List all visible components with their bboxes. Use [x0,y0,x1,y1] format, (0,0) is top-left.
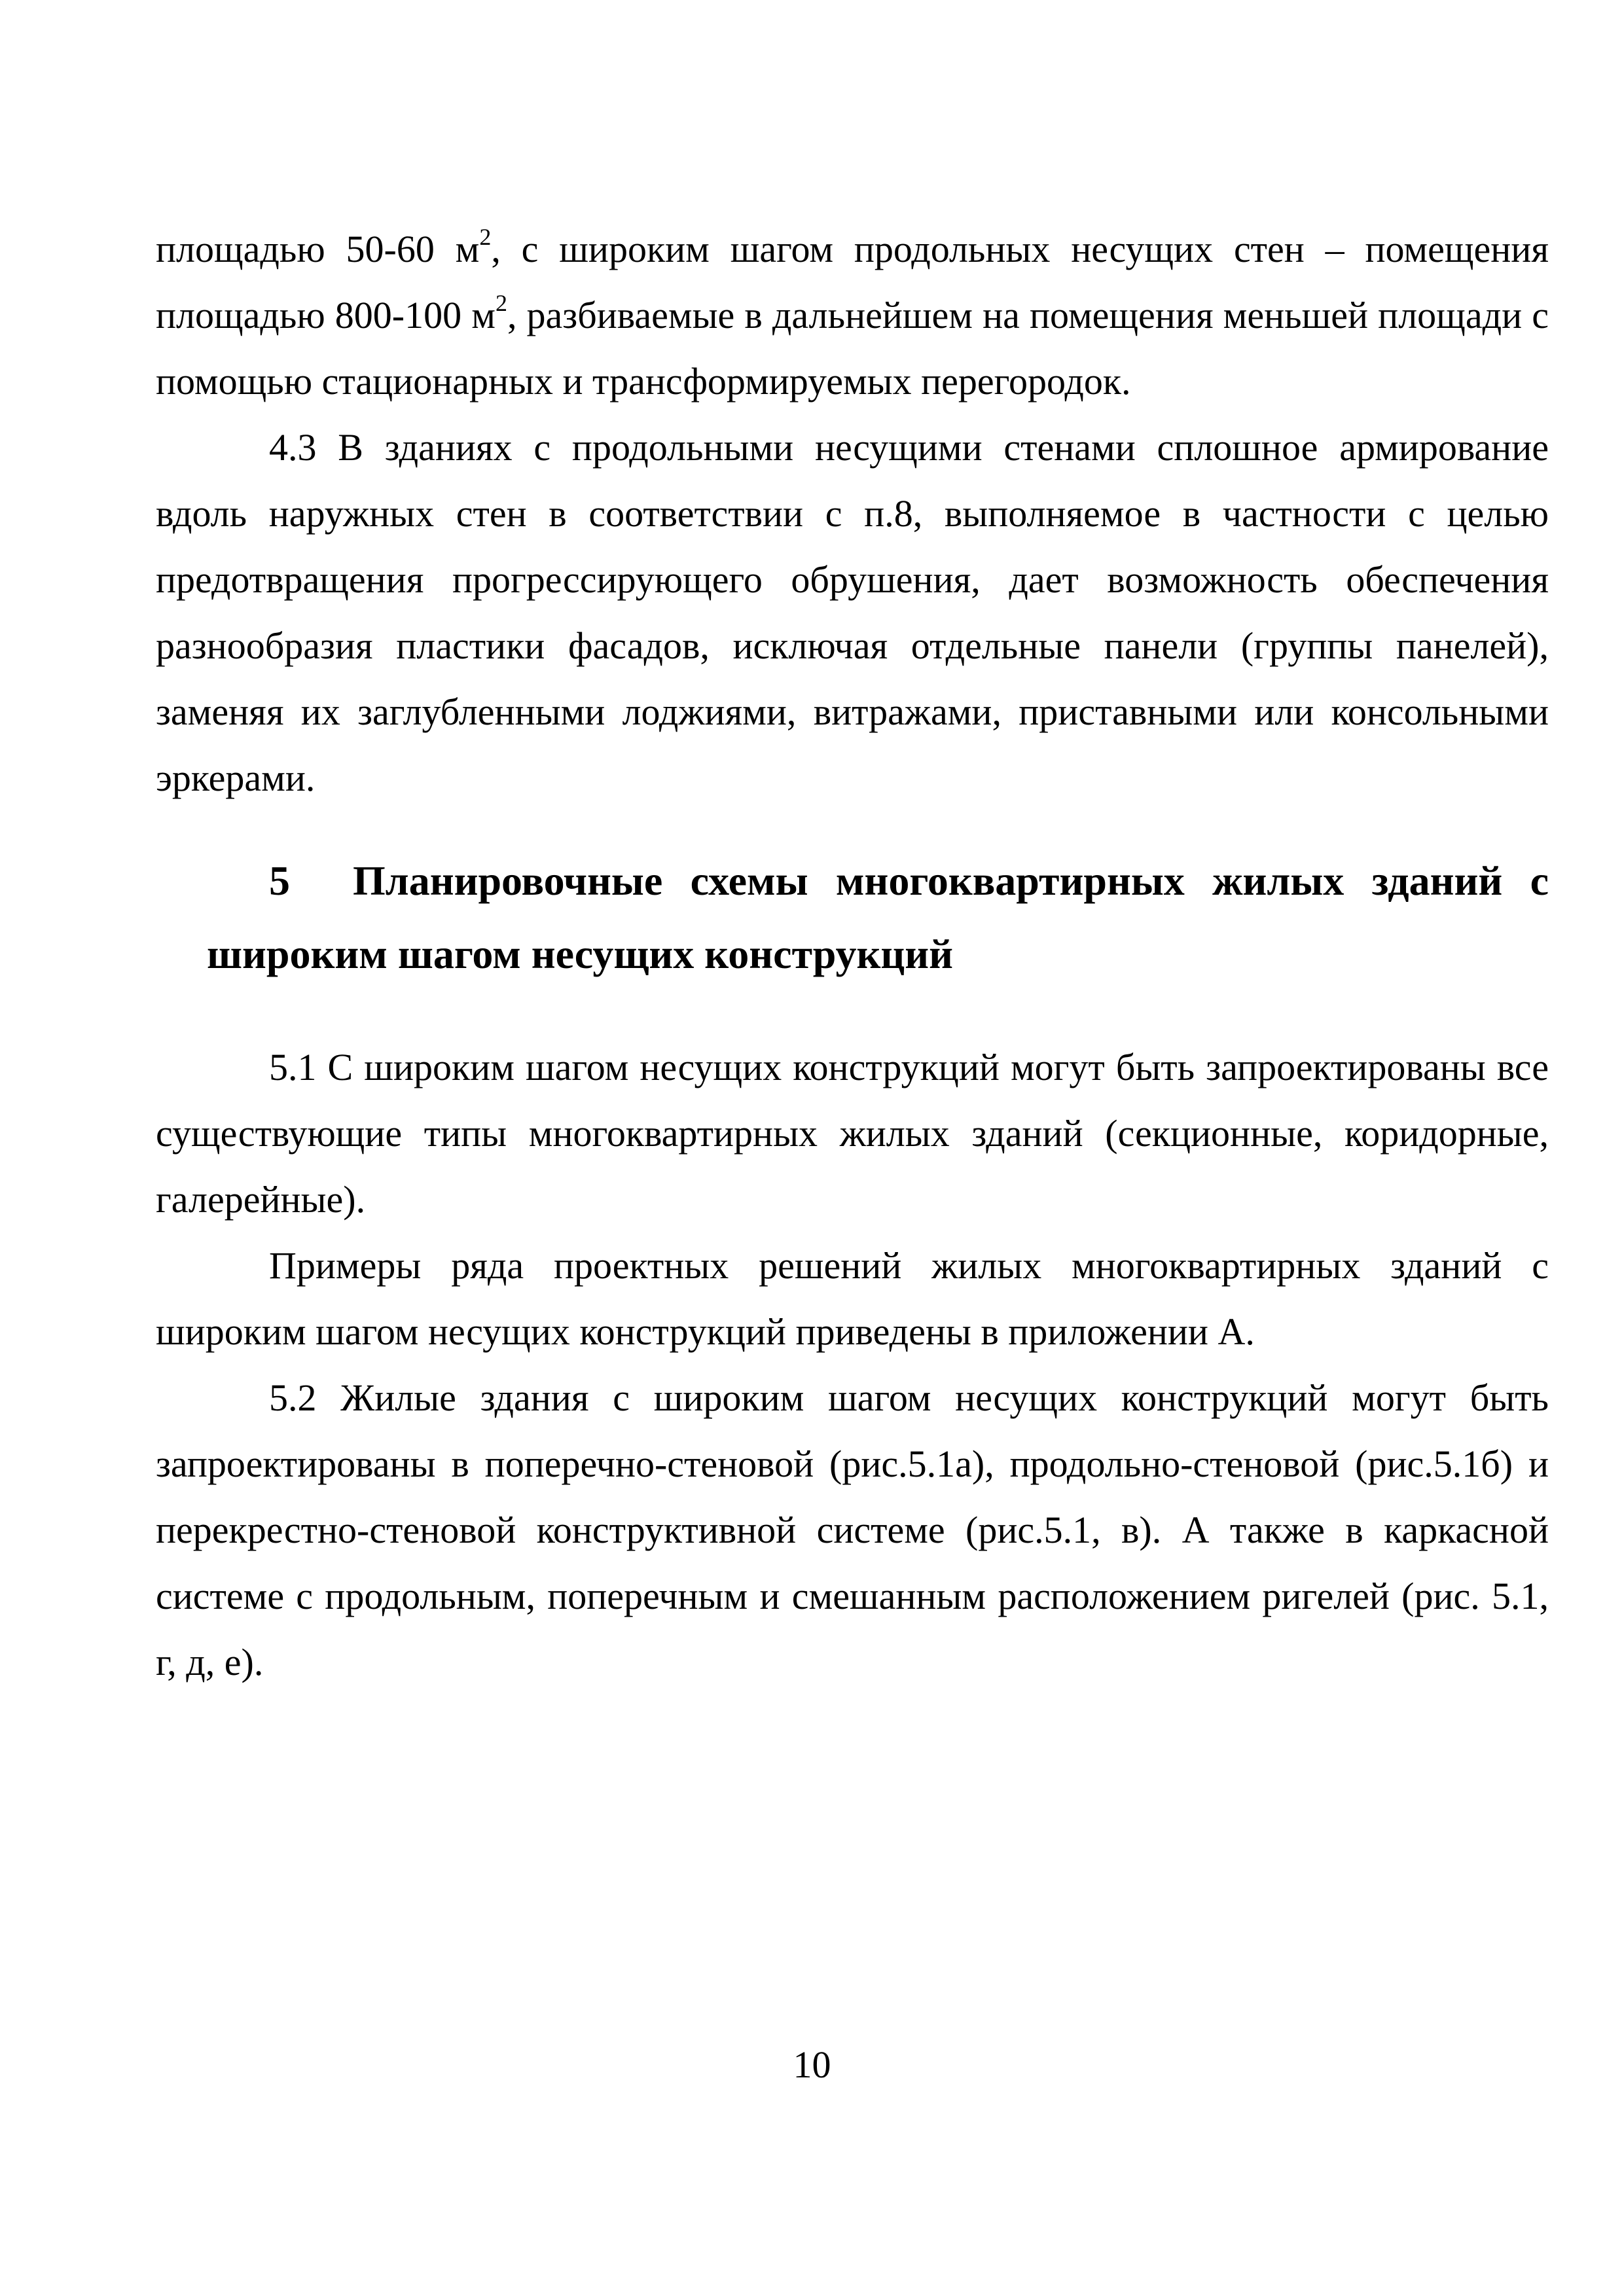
continued-paragraph-part1: площадью 50-60 м [156,228,480,270]
paragraph-5-1: 5.1 С широким шагом несущих конструкций могут быть запроектированы все существующие типы многоквартирных жилых зданий (секционные, коридорные, галерейные). [156,1046,1549,1221]
lower-text-block [156,1034,1549,1695]
section-number: 5 [269,857,290,904]
superscript-square-2: 2 [495,289,507,316]
superscript-square-1: 2 [479,223,492,250]
paragraph-5-2: 5.2 Жилые здания с широким шагом несущих конструкций могут быть запроектированы в поперечно-стеновой (рис.5.1а), продольно-стеновой (рис.5.1б) и перекрестно-стеновой конструктивной системе (рис.5.1, в). А также в каркасной системе с продольным, поперечным и смешанным расположением ригелей (рис. 5.1, г, д, е). [156,1376,1549,1683]
continued-paragraph-part2: , с широким шагом продольных несущих стен – помещения площадью 800-100 м [156,228,1549,336]
continued-paragraph-part3: , разбиваемые в дальнейшем на помещения меньшей площади с помощью стационарных и трансформируемых перегородок. [156,294,1549,403]
section-heading [156,844,1549,991]
section-heading-block [156,844,1549,991]
paragraph-examples: Примеры ряда проектных решений жилых многоквартирных зданий с широким шагом несущих конструкций приведены в приложении А. [156,1244,1549,1353]
section-title: Планировочные схемы многоквартирных жилых зданий с широким шагом несущих конструкций [207,857,1549,977]
upper-text-block [156,216,1549,811]
continued-paragraph [156,216,1549,414]
page-number: 10 [793,2043,831,2086]
paragraph-4-3: 4.3 В зданиях с продольными несущими стенами сплошное армирование вдоль наружных стен в соответствии с п.8, выполняемое в частности с целью предотвращения прогрессирующего обрушения, дает возможность обеспечения разнообразия пластики фасадов, исключая отдельные панели (группы панелей), заменяя их заглубленными лоджиями, витражами, приставными или консольными эркерами. [156,426,1549,799]
